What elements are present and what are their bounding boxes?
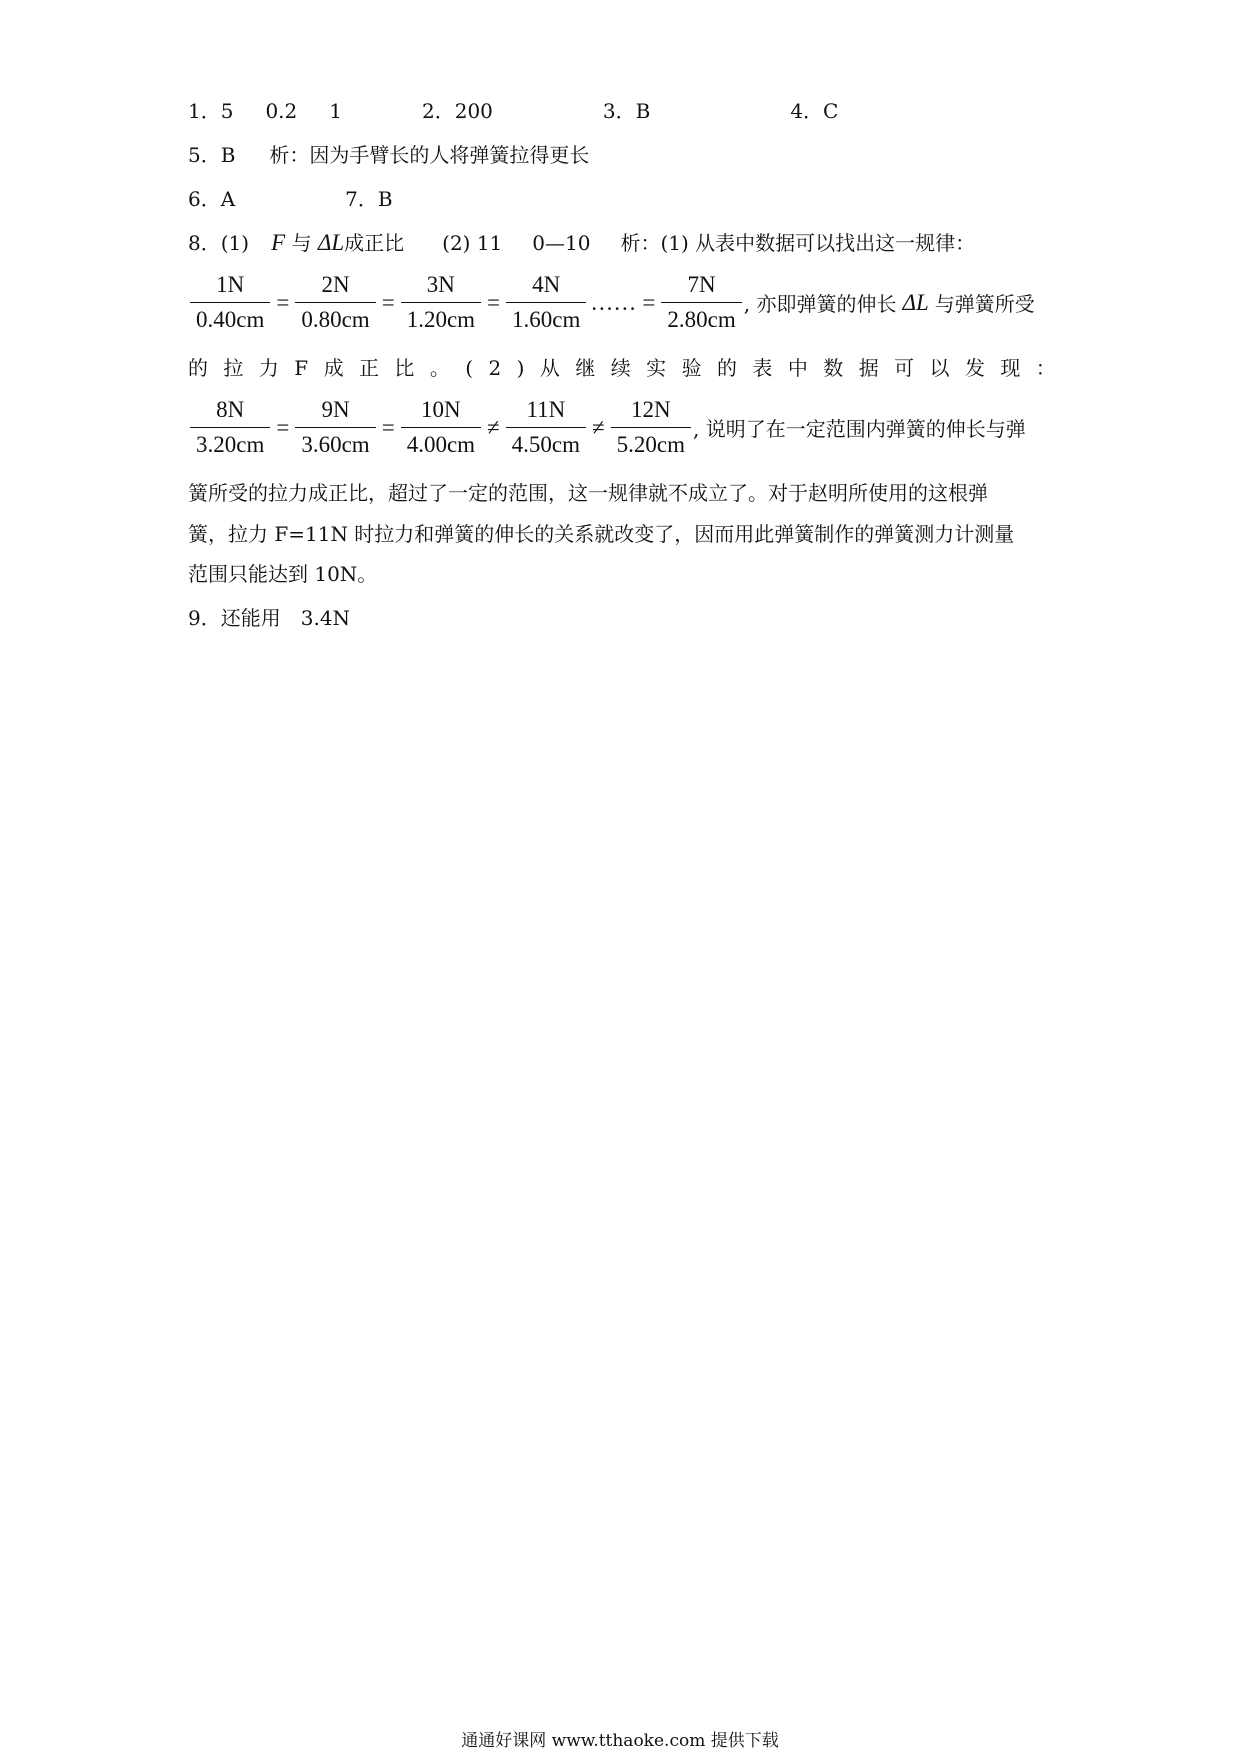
fraction-numerator: 4N: [532, 272, 561, 297]
answer-9-value: 3.4N: [300, 606, 351, 630]
equals-sign: =: [276, 289, 290, 315]
justified-char: 比: [394, 356, 415, 380]
answer-9: 9．还能用: [188, 606, 281, 630]
fraction: [506, 397, 586, 458]
fraction-denominator: 0.80cm: [295, 302, 375, 333]
equals-sign: =: [276, 414, 290, 440]
justified-char: 成: [323, 356, 344, 380]
not-equal-sign: ≠: [487, 414, 500, 440]
fraction: [190, 397, 270, 458]
justified-char: 力: [258, 356, 279, 380]
delta-l-symbol: ΔL: [902, 289, 929, 315]
justified-char: 数: [823, 356, 844, 380]
answer-1-value-2: 0.2: [265, 99, 298, 123]
fraction-numerator: 7N: [687, 272, 716, 297]
answer-8-range: 0—10: [532, 231, 591, 255]
fraction-numerator: 3N: [426, 272, 455, 297]
fraction-numerator: 11N: [526, 397, 566, 422]
answer-8-part-2: (2) 11: [442, 231, 503, 255]
paragraph-line: 范围只能达到 10N。: [188, 562, 378, 586]
justified-char: ：: [1035, 356, 1056, 380]
fraction: [506, 272, 586, 333]
equation-row-2: [188, 397, 1026, 458]
fraction-numerator: 2N: [321, 272, 350, 297]
justified-char: 表: [752, 356, 773, 380]
answer-line-justified: [188, 354, 1056, 382]
answer-line-6-7: [188, 185, 393, 213]
justified-char: 验: [681, 356, 702, 380]
answer-2: 2．200: [422, 99, 493, 123]
answer-1: 1．5: [188, 99, 234, 123]
answer-line-5: [188, 141, 589, 169]
not-equal-sign: ≠: [592, 414, 605, 440]
justified-char: 现: [1000, 356, 1021, 380]
force-variable: F: [271, 230, 286, 255]
delta-l-symbol: ΔL: [317, 230, 345, 255]
justified-char: 正: [359, 356, 379, 380]
fraction-denominator: 1.20cm: [401, 302, 481, 333]
justified-char: 以: [929, 356, 950, 380]
page-footer: 通通好课网 www.tthaoke.com 提供下载: [461, 1731, 779, 1751]
fraction: [190, 272, 270, 333]
justified-char: F: [294, 356, 309, 380]
fraction: [401, 397, 481, 458]
answer-8-part-1: 8．(1): [188, 231, 250, 255]
fraction: [661, 272, 741, 333]
fraction-numerator: 9N: [321, 397, 350, 422]
answer-1-value-3: 1: [329, 99, 342, 123]
fraction-numerator: 8N: [216, 397, 245, 422]
justified-char: 的: [717, 356, 737, 380]
fraction-denominator: 1.60cm: [506, 302, 586, 333]
ellipsis: ……: [590, 289, 637, 315]
justified-char: 发: [964, 356, 985, 380]
equals-sign: =: [381, 289, 395, 315]
justified-char: 中: [787, 356, 808, 380]
answer-8-analysis: 析：(1) 从表中数据可以找出这一规律：: [620, 231, 976, 255]
fraction-denominator: 4.00cm: [401, 427, 481, 458]
paragraph-line: 簧所受的拉力成正比，超过了一定的范围，这一规律就不成立了。对于赵明所使用的这根弹: [188, 481, 988, 505]
fraction-denominator: 4.50cm: [506, 427, 586, 458]
justified-char: ): [516, 356, 525, 380]
equals-sign: =: [487, 289, 501, 315]
answer-5: 5．B: [188, 143, 236, 167]
equals-sign: =: [381, 414, 395, 440]
equation-1-tail-end: 与弹簧所受: [934, 292, 1035, 316]
equation-1-tail: , 亦即弹簧的伸长: [743, 292, 897, 316]
fraction-numerator: 12N: [631, 397, 671, 422]
equation-2-tail: , 说明了在一定范围内弹簧的伸长与弹: [693, 417, 1026, 441]
answer-4: 4．C: [790, 99, 839, 123]
justified-char: 。: [429, 356, 450, 380]
justified-char: 实: [646, 356, 667, 380]
connector-text: 与: [291, 231, 312, 255]
fraction-denominator: 3.60cm: [295, 427, 375, 458]
answer-7: 7．B: [345, 187, 393, 211]
justified-char: 2: [488, 356, 502, 380]
answer-6: 6．A: [188, 187, 236, 211]
justified-char: 据: [858, 356, 879, 380]
paragraph-line: 簧，拉力 F=11N 时拉力和弹簧的伸长的关系就改变了，因而用此弹簧制作的弹簧测力计测量: [188, 522, 1015, 546]
justified-char: 从: [539, 356, 560, 380]
fraction: [295, 397, 375, 458]
fraction-denominator: 3.20cm: [190, 427, 270, 458]
answer-3: 3．B: [602, 99, 651, 123]
answer-line-8: [188, 229, 975, 257]
justified-char: 的: [188, 356, 208, 380]
justified-char: 继: [575, 356, 596, 380]
fraction-denominator: 5.20cm: [611, 427, 691, 458]
fraction-numerator: 1N: [216, 272, 245, 297]
fraction: [401, 272, 481, 333]
answer-line-9: [188, 604, 350, 632]
proportional-text: 成正比: [344, 231, 405, 255]
fraction-denominator: 0.40cm: [190, 302, 270, 333]
justified-char: (: [465, 356, 474, 380]
fraction: [295, 272, 375, 333]
justified-char: 续: [610, 356, 631, 380]
fraction-numerator: 10N: [421, 397, 461, 422]
fraction: [611, 397, 691, 458]
equation-row-1: [188, 272, 1035, 333]
answer-5-analysis: 析：因为手臂长的人将弹簧拉得更长: [269, 143, 590, 167]
answer-line-1: [188, 97, 838, 125]
justified-char: 可: [894, 356, 915, 380]
fraction-denominator: 2.80cm: [661, 302, 741, 333]
equals-sign: =: [642, 289, 656, 315]
justified-char: 拉: [223, 356, 244, 380]
